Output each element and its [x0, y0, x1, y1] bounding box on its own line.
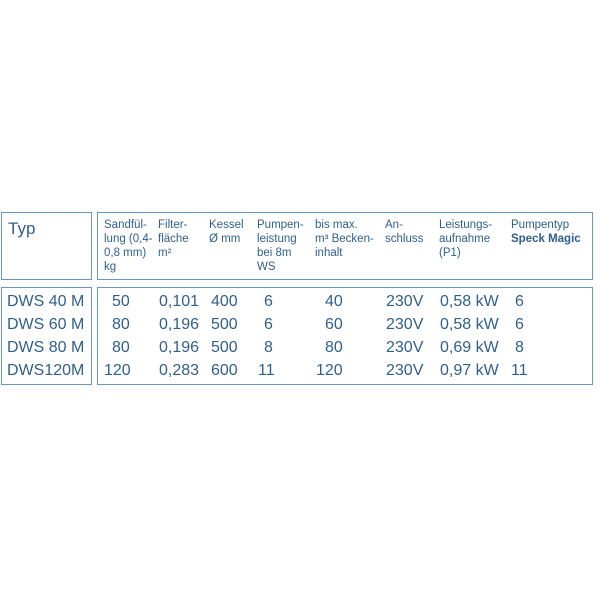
cell-kessel: 500 [211, 316, 238, 333]
cell-filterflaeche: 0,196 [159, 339, 200, 356]
cell-sandfuellung: 80 [112, 339, 130, 356]
header-line: Filter- [158, 219, 188, 231]
header-line: Kessel [209, 219, 244, 231]
cell-pumpentyp: 6 [515, 316, 524, 333]
cell-typ: DWS 80 M [7, 339, 85, 356]
header-line: Sandfül- [104, 219, 147, 231]
cell-pumpentyp: 11 [511, 362, 528, 379]
cell-pumpentyp: 8 [515, 339, 524, 356]
header-line: Leistungs- [439, 219, 493, 231]
header-pumpenleistung [257, 218, 304, 274]
header-beckeninhalt [315, 218, 374, 260]
header-pumpentyp [511, 218, 581, 246]
header-line: m³ Becken- [315, 233, 374, 245]
cell-pumpentyp: 6 [515, 293, 524, 310]
cell-typ: DWS120M [7, 362, 85, 379]
cell-beckeninhalt: 120 [316, 362, 343, 379]
header-anschluss [385, 218, 423, 246]
header-line: Pumpentyp [511, 219, 570, 231]
cell-typ: DWS 60 M [7, 316, 85, 333]
header-filterflaeche [158, 218, 189, 260]
cell-sandfuellung: 80 [112, 316, 130, 333]
cell-beckeninhalt: 60 [325, 316, 343, 333]
header-line: lung (0,4- [104, 233, 153, 245]
header-line: inhalt [315, 247, 343, 259]
cell-filterflaeche: 0,101 [159, 293, 200, 310]
header-line: An- [385, 219, 403, 231]
cell-beckeninhalt: 80 [325, 339, 343, 356]
cell-pumpenleistung: 6 [264, 293, 273, 310]
header-line: fläche [158, 233, 189, 245]
header-line: Speck Magic [511, 233, 581, 245]
header-line: m² [158, 247, 172, 259]
header-line: schluss [385, 233, 424, 245]
cell-typ: DWS 40 M [7, 293, 85, 310]
cell-pumpenleistung: 11 [258, 362, 275, 379]
cell-leistungsaufnahme: 0,58 kW [440, 316, 499, 333]
typ-header-label: Typ [8, 219, 36, 238]
cell-beckeninhalt: 40 [325, 293, 343, 310]
cell-anschluss: 230V [386, 362, 424, 379]
cell-anschluss: 230V [386, 293, 424, 310]
header-line: Ø mm [209, 233, 241, 245]
cell-leistungsaufnahme: 0,97 kW [440, 362, 499, 379]
header-line: Pumpen- [257, 219, 304, 231]
cell-kessel: 400 [211, 293, 238, 310]
header-line: bis max. [315, 219, 358, 231]
cell-leistungsaufnahme: 0,58 kW [440, 293, 499, 310]
header-line: leistung [257, 233, 297, 245]
cell-kessel: 600 [211, 362, 238, 379]
cell-filterflaeche: 0,196 [159, 316, 200, 333]
header-leistungsaufnahme [439, 218, 492, 260]
cell-filterflaeche: 0,283 [159, 362, 200, 379]
cell-anschluss: 230V [386, 339, 424, 356]
header-line: bei 8m [257, 247, 292, 259]
header-line: kg [104, 261, 117, 273]
header-line: (P1) [439, 247, 461, 259]
cell-sandfuellung: 50 [112, 293, 130, 310]
header-kessel [209, 218, 244, 246]
cell-pumpenleistung: 6 [264, 316, 273, 333]
cell-anschluss: 230V [386, 316, 424, 333]
cell-kessel: 500 [211, 339, 238, 356]
header-line: aufnahme [439, 233, 491, 245]
cell-leistungsaufnahme: 0,69 kW [440, 339, 499, 356]
cell-sandfuellung: 120 [104, 362, 131, 379]
header-line: WS [257, 261, 276, 273]
header-sandfuellung [104, 218, 153, 274]
header-line: 0,8 mm) [104, 247, 147, 259]
cell-pumpenleistung: 8 [264, 339, 273, 356]
